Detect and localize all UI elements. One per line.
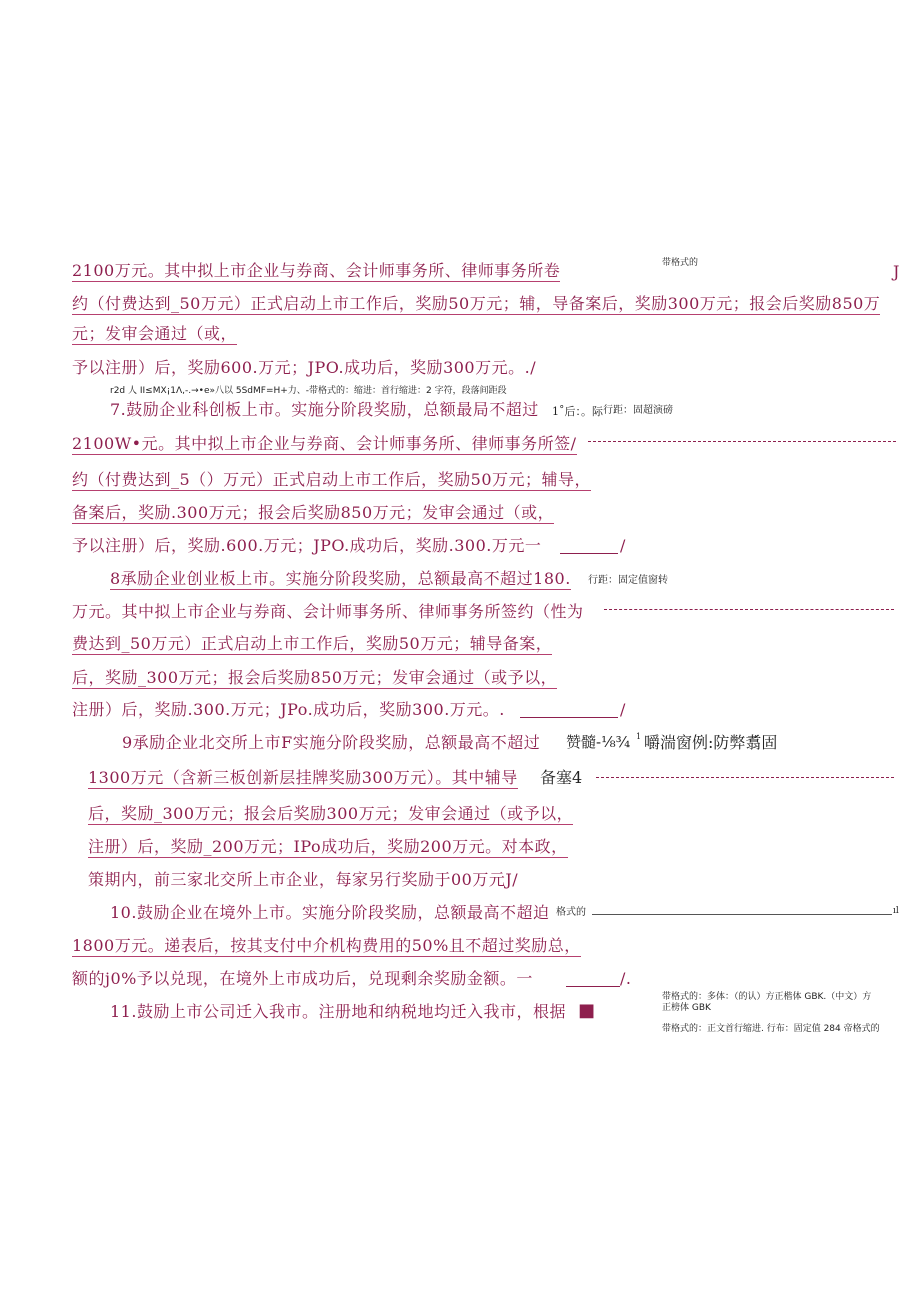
body-line: 1800万元。递表后，按其支付中介机构费用的50%且不超过奖励总， <box>72 936 581 955</box>
body-line: 注册）后，奖励_200万元；IPo成功后，奖励200万元。对本政， <box>88 837 568 856</box>
body-line: 7.鼓励企业科创板上市。实施分阶段奖励，总额最局不超过 <box>110 400 539 419</box>
body-line: 2100万元。其中拟上市企业与券商、会计师事务所、律师事务所卷 <box>72 261 561 280</box>
body-line: 8承励企业创业板上市。实施分阶段奖励，总额最高不超过180. <box>110 569 571 588</box>
format-comment: 行距：固定值窗转 <box>588 575 668 586</box>
body-line: 备塞4 <box>540 768 583 787</box>
format-comment: 带格式的：正文首行缩进. 行布：固定值 284 帝格式的 <box>662 1024 880 1034</box>
body-line: /. <box>620 969 632 988</box>
body-line: ■ <box>578 1000 596 1021</box>
comment-connector <box>560 553 618 554</box>
comment-connector <box>588 441 896 442</box>
format-comment: 带格式的 <box>662 258 699 268</box>
body-line: 予以注册）后，奖励.600.万元；JPO.成功后，奖励.300.万元一 <box>72 536 542 555</box>
body-line: 赞髓-⅛¾ <box>566 733 631 751</box>
body-line: 1 <box>636 732 642 741</box>
body-line: 备案后，奖励.300万元；报会后奖励850万元；发审会通过（或， <box>72 503 555 522</box>
body-line: 策期内，前三家北交所上市企业，每家另行奖励于00万元J/ <box>88 870 519 889</box>
comment-connector <box>592 914 892 915</box>
body-line: 11.鼓励上市公司迁入我市。注册地和纳税地均迁入我市，根据 <box>110 1002 566 1021</box>
body-line: 约（付费达到_50万元）正式启动上市工作后，奖励50万元；辅，导备案后，奖励300万元；报会后奖励850万 <box>72 294 881 313</box>
format-comment: 带格式的：多体：（的认）方正楷体 GBK.（中文）方 <box>662 992 872 1002</box>
body-line: 予以注册）后，奖励600.万元；JPO.成功后，奖励300万元。./ <box>72 358 537 377</box>
body-line: 1˚后：。际 <box>552 405 603 418</box>
body-line: 2100W•元。其中拟上市企业与券商、会计师事务所、律师事务所签/ <box>72 434 577 453</box>
format-comment: 行距：固超演磅 <box>603 405 673 416</box>
body-line: 万元。其中拟上市企业与券商、会计师事务所、律师事务所签约（性为 <box>72 602 584 621</box>
format-comment: r2d 人 II≤MX¡1Λ,-.→•e»八以 5SdMF=H+力、-带格式的：缩进：首行缩进：2 字符，段落间距段 <box>110 386 507 396</box>
body-line: 格式的 <box>556 907 586 918</box>
body-line: 额的j0%予以兑现，在境外上市成功后，兑现剩余奖励金额。一 <box>72 969 533 988</box>
comment-connector <box>566 986 620 987</box>
body-line: ıl <box>893 906 899 916</box>
body-line: 10.鼓励企业在境外上市。实施分阶段奖励，总额最高不超迫 <box>110 903 550 922</box>
body-line: 元；发审会通过（或， <box>72 324 238 343</box>
comment-connector <box>520 717 618 718</box>
format-comment: 正榜体 GBK <box>662 1003 711 1013</box>
body-line: 1300万元（含新三板创新层挂牌奖励300万元）。其中辅导 <box>88 768 518 787</box>
body-line: 注册）后，奖励.300.万元；JPo.成功后，奖励300.万元。. <box>72 700 505 719</box>
body-line: 费达到_50万元）正式启动上市工作后，奖励50万元；辅导备案， <box>72 634 553 653</box>
body-line: 9承励企业北交所上市F实施分阶段奖励，总额最高不超过 <box>122 733 541 752</box>
comment-connector <box>596 777 894 778</box>
body-line: 嚼湍窗例:防弊翥固 <box>644 733 778 752</box>
body-line: 后，奖励_300万元；报会后奖励850万元；发审会通过（或予以， <box>72 668 558 687</box>
body-line: 约（付费达到_5（）万元）正式启动上市工作后，奖励50万元；辅导， <box>72 470 592 489</box>
body-line: / <box>620 536 626 555</box>
body-line: 后，奖励_300万元；报会后奖励300万元；发审会通过（或予以， <box>88 804 574 823</box>
margin-mark: J <box>893 262 900 281</box>
comment-connector <box>604 609 894 610</box>
body-line: / <box>620 700 626 719</box>
